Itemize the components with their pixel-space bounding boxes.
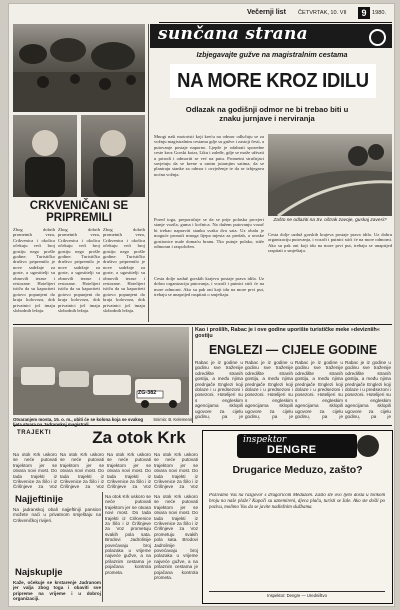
section-title: sunčana strana [158, 24, 308, 44]
inspector-box [202, 430, 393, 604]
middle-photo-credit: Snimio: B. Kelemenić [153, 417, 193, 422]
lead-deck: Odlazak na godišnji odmor ne bi trebao biti u znaku jurnjave i nerviranja [185, 105, 349, 123]
top-left-photo [13, 24, 145, 112]
masthead [159, 8, 392, 23]
krk-body-1: Na otok Krk uskoro se neće putovati trajektom jer se otvara novi most. Do tada trajekti iz Crikvenice za Šilo i iz Črišnjeve za Voz [13, 452, 57, 490]
issue-date: ČETVRTAK, 10. VII [298, 10, 347, 16]
lead-road-photo [268, 134, 392, 216]
englezi-body-1: Rabac je iz godine u godinu sve traženije odredište stranih gostiju, a među njima prednjače Englezi koji dolaze i u predsezoni i posezoni. Hotelijeri su s engleskim agencijama sklopili ugovore za cijelu godinu, pa je [195, 360, 243, 420]
inspector-banner [237, 434, 357, 458]
col-rule-3 [102, 492, 103, 602]
road-illustration [268, 134, 392, 216]
inspector-footer: Inspektor: Dengre — Uredništvo [209, 591, 385, 598]
middle-photo-caption: Otvaranjem mosta, 15. o. m., ubiti će se kolona koja se svakog [13, 417, 144, 422]
portrait-photo-left [13, 115, 77, 197]
englezi-headline: ENGLEZI — CIJELE GODINE [208, 342, 378, 357]
divider-mid [13, 324, 392, 325]
portrait-right-figure [81, 115, 145, 197]
englezi-body-3: Rabac je iz godine u godinu sve traženije odredište stranih gostiju, a među njima prednjače Englezi koji dolaze i u predsezoni i posezoni. Hotelijeri su s engleskim agencijama sklopili ugovore za cijelu godinu, pa je [295, 360, 343, 420]
krk-headline: Za otok Krk [92, 428, 186, 447]
middle-traffic-photo [13, 327, 189, 415]
traffic-illustration [13, 327, 189, 415]
inspector-body: Pozivamo Vas na razgovor s drugaricom Meduzom. Zašto ste ovo ljeto došla u tolikom broju na naše plaže? Kupači su uznemireni, djeca plaču, turisti se žale. Ako ste došli po pozivu, molimo Vas da se javite nadležnim službama. [209, 493, 385, 510]
lead-body-2: Pored toga, preporučuje se da se prije polaska provjeri stanje vozila, guma i kočnica. Na dužem putovanju vozač bi trebao napraviti stanku svaka dva sata. Uz obalu je moguće pronaći mnoga lijepa mjesta za predah, a seoske gostionice nude domaću hranu. Tko putuje polako, stiže odmoran i raspoložen. [154, 217, 264, 250]
lead-headline: NA MORE KROZ IDILU [170, 64, 376, 98]
inspector-name: DENGRE [267, 444, 317, 456]
divider-lower [13, 425, 392, 426]
portrait-left-figure [13, 115, 77, 197]
page-number: 9 [358, 7, 370, 19]
englezi-body-2: Rabac je iz godine u godinu sve traženije odredište stranih gostiju, a među njima prednjače Englezi koji dolaze i u predsezoni i posezoni. Hotelijeri su s engleskim agencijama sklopili ugovore za cijelu godinu, pa je [245, 360, 293, 420]
englezi-kicker: Kao i prošlih, Rabac je i ove godine uporište turističke meke »devizniih« gostiju [195, 327, 380, 340]
englezi-body-4: Rabac je iz godine u godinu sve traženije odredište stranih gostiju, a među njima prednjače Englezi koji dolaze i u predsezoni i posezoni. Hotelijeri su s engleskim agencijama sklopili ugovore za cijelu godinu, pa je [345, 360, 391, 420]
newspaper-page [8, 3, 395, 607]
left-story-body-2: Zbog dobrih prometnih veza, Crikvenica i okolica očekuju veći broj gostiju nego prošle godine. Turističko društvo pripremilo je nove sadržaje za goste, a ugostitelji su obnovili terase i restorane. Hotelijeri ističu da su kapaciteti gotovo popunjeni do kraja kolovoza, dok privatnici još imaju slobodnih ležaja. [58, 227, 100, 314]
krk-lower-body-2: Na otok Krk uskoro se neće putovati trajektom jer se otvara novi most. Do tada trajekti iz Crikvenice za Šilo i iz Črišnjeve za Voz prometuju svakih pola sata. Brodovi Jadrolinije povećavaju broj polazaka u vrijeme najveće gužve, a na prilaznim cestama je pojačana kontrola prometa. [154, 494, 198, 581]
portrait-photo-right [81, 115, 145, 197]
inspector-headline: Drugarice Meduzo, zašto? [232, 464, 363, 476]
left-story-body-1: Zbog dobrih prometnih veza, Crikvenica i okolica očekuju veći broj gostiju nego prošle godine. Turističko društvo pripremilo je nove sadržaje za goste, a ugostitelji su obnovili terase i restorane. Hotelijeri ističu da su kapaciteti gotovo popunjeni do kraja kolovoza, dok privatnici još imaju slobodnih ležaja. [13, 227, 55, 314]
sidebar-heading-expensive: Najskuplje [15, 567, 63, 578]
section-banner [150, 24, 392, 48]
inspector-cartoon-icon [357, 435, 379, 457]
lead-photo-caption: Zašto ne odlaziti na Sv. oštrak zavoje, guskaj zavesi? [273, 218, 387, 223]
col-rule-2 [192, 327, 193, 423]
col-rule-1 [148, 24, 149, 322]
lead-body-4: Cesta dolje uzduž gorskih krajeva postaje prava idila. Uz dobru organizaciju putovanja, i vozači i putnici stići će na more odmorni. Ako su pak oni koji idu na more prvi put, trebaju se unaprijed raspitati o smještaju. [268, 232, 392, 254]
lead-body-3: Cesta dolje uzduž gorskih krajeva postaje prava idila. Uz dobru organizaciju putovanja, i vozači i putnici stići će na more odmorni. Ako su pak oni koji idu na more prvi put, trebaju se unaprijed raspitati o smještaju. [154, 276, 264, 298]
license-plate: ZG-382 [138, 390, 157, 396]
issue-year: 1980. [372, 10, 386, 16]
sidebar-body-cheapest: Na jadranskoj obali najjeftiniji pansion možete naći u privatnom smještaju na Crikveničkoj rivijeri. [13, 507, 101, 523]
lead-kicker: Izbjegavajte gužve na magistralnim cestama [196, 50, 348, 59]
lead-body-1: Mnogi naši motoristi koji kreću na odmor odlučuju se za vožnju magistralnim cestama gdje su gužve i zastoji česti, a putovanje postaje naporno. Ljepše je odabrati sporedne ceste kroz Gorski kotar, Liku i zaleđe, gdje se može uživati u prirodi i odmoriti se već na putu. Prometni stručnjaci savjetuju da se krene u ranim jutarnjim satima, da se planiraju stanke za odmor i osvježenje te da se izbjegava noćna vožnja. [154, 134, 264, 177]
crowd-illustration [13, 24, 145, 112]
sidebar-heading-cheapest: Najjeftinije [15, 494, 64, 505]
krk-column-label: TRAJEKTI [17, 430, 52, 436]
left-story-body-3: Zbog dobrih prometnih veza, Crikvenica i okolica očekuju veći broj gostiju nego prošle godine. Turističko društvo pripremilo je nove sadržaje za goste, a ugostitelji su obnovili terase i restorane. Hotelijeri ističu da su kapaciteti gotovo popunjeni do kraja kolovoza, dok privatnici još imaju slobodnih ležaja. [103, 227, 145, 314]
krk-body-3: Na otok Krk uskoro se neće putovati trajektom jer se otvara novi most. Do tada trajekti iz Crikvenice za Šilo i iz Črišnjeve za Voz [107, 452, 151, 490]
paper-name: Večernji list [247, 9, 286, 16]
left-story-headline: CRKVENIČANI SE PRIPREMILI [29, 200, 129, 224]
sun-icon [369, 29, 386, 46]
krk-body-2: Na otok Krk uskoro se neće putovati trajektom jer se otvara novi most. Do tada trajekti iz Crikvenice za Šilo i iz Črišnjeve za Voz [60, 452, 104, 490]
sidebar-body-expensive: Kaže, očekuje se krstarenje Jadranom jer valja zbog toga i obaviti sve pripreme na vrijeme i u dobroj organizaciji. [13, 580, 101, 602]
krk-lower-body-1: Na otok Krk uskoro se neće putovati trajektom jer se otvara novi most. Do tada trajekti iz Crikvenice za Šilo i iz Črišnjeve za Voz prometuju svakih pola sata. Brodovi Jadrolinije povećavaju broj polazaka u vrijeme najveće gužve, a na prilaznim cestama je pojačana kontrola prometa. [105, 494, 151, 575]
krk-body-4: Na otok Krk uskoro se neće putovati trajektom jer se otvara novi most. Do tada trajekti iz Crikvenice za Šilo i iz Črišnjeve za Voz [154, 452, 198, 490]
inspector-label: inspektor [243, 435, 287, 445]
